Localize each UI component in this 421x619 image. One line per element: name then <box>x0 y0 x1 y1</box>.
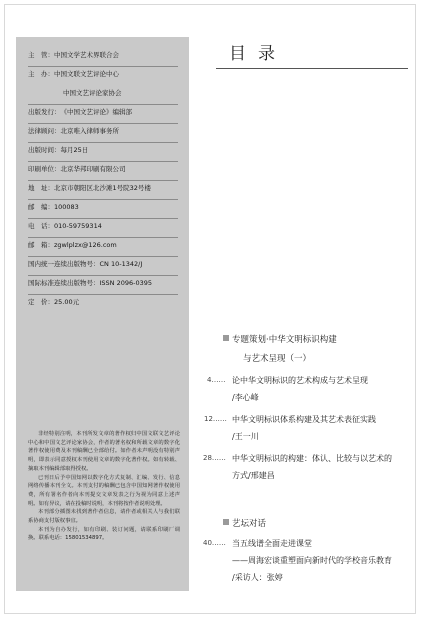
info-row-phone: 电 话：010-59759314 <box>28 222 102 230</box>
toc-entry-author: /李心峰 <box>232 393 259 402</box>
info-value: 25.00元 <box>54 298 80 306</box>
info-row-email: 邮 箱：zgwlplzx@126.com <box>28 241 117 249</box>
toc-page-number: 28…… <box>203 454 226 462</box>
info-value: zgwlplzx@126.com <box>54 241 117 249</box>
info-row-cosponsor <box>63 89 122 97</box>
divider <box>28 142 178 143</box>
toc-entry-title: 中华文明标识的构建：体认、比较与以艺术的 <box>232 454 392 463</box>
info-row-legal-counsel: 法律顾问：北京唯入律师事务所 <box>28 127 119 135</box>
info-row-publish-time: 出版时间：每月25日 <box>28 146 89 154</box>
toc-entry-author: /王一川 <box>232 432 259 441</box>
info-value: 中国文艺评论家协会 <box>63 89 122 97</box>
info-value: CN 10-1342/J <box>99 260 143 268</box>
info-label: 国内统一连续出版物号 <box>28 260 93 268</box>
notice-paragraph: 非经特别注明，本刊所发文章的著作权归中国文联文艺评论中心和中国文艺评论家协会，作者的著名权和所载文章的数字化著作权使用费及本刊稿酬已全部给付。如作者未声明没有特别声明，即表示同意授权本刊使用文章的数字化著作权。如有转载、摘取本刊编辑部取得授权。 <box>28 431 180 472</box>
divider <box>28 161 178 162</box>
section-heading-line: 专题策划·中华文明标识构建 <box>232 335 337 345</box>
toc-title: 目录 <box>229 44 287 64</box>
divider <box>28 66 178 67</box>
section-heading-line: 艺坛对话 <box>232 519 267 529</box>
info-value: 100083 <box>54 203 79 211</box>
info-label: 定 价 <box>28 298 48 306</box>
info-label: 邮 编 <box>28 203 48 211</box>
toc-page-number: 12…… <box>204 415 227 423</box>
info-label: 出版时间 <box>28 146 54 154</box>
info-row-price: 定 价：25.00元 <box>28 298 80 306</box>
info-row-address: 地 址：北京市朝阳区北沙滩1号院32号楼 <box>28 184 151 192</box>
divider <box>28 199 178 200</box>
toc-entry-author: 方式/邢建昌 <box>232 471 275 480</box>
info-value: 010-59759314 <box>54 222 102 230</box>
toc-entry-title: 中华文明标识体系构建及其艺术表征实践 <box>232 415 376 424</box>
info-value: 中国文学艺术界联合会 <box>54 51 119 59</box>
section-heading-line: 与艺术呈现（一） <box>243 354 312 364</box>
info-row-postcode: 邮 编：100083 <box>28 203 79 211</box>
info-label: 国际标准连续出版物号 <box>28 279 93 287</box>
toc-entry[interactable] <box>232 535 392 586</box>
info-row-publisher: 出版发行：《中国文艺评论》编辑部 <box>28 108 132 116</box>
divider <box>28 237 178 238</box>
info-label: 法律顾问 <box>28 127 54 135</box>
toc-entry-author: /采访人：张婷 <box>232 573 283 582</box>
info-label: 地 址 <box>28 184 48 192</box>
info-value: 北京华邦印刷有限公司 <box>60 165 126 173</box>
info-label: 主 办 <box>28 70 48 78</box>
copyright-notice <box>28 430 180 543</box>
divider <box>28 275 178 276</box>
info-row-issn: 国际标准连续出版物号：ISSN 2096-0395 <box>28 279 153 287</box>
info-label: 电 话 <box>28 222 48 230</box>
toc-entry[interactable] <box>232 411 376 445</box>
toc-entry-subtitle: ——周海宏谈重塑面向新时代的学校音乐教育 <box>232 556 392 565</box>
info-label: 出版发行 <box>28 108 54 116</box>
info-value: 中国文联文艺评论中心 <box>54 70 119 78</box>
notice-paragraph: 本刊部分插图未找到著作者信息，请作者或相关人与我们联系协商支付版权事宜。 <box>28 509 180 525</box>
toc-page-number: 4…… <box>207 376 226 384</box>
info-value: 每月25日 <box>60 146 89 154</box>
info-row-supervisor: 主 管：中国文学艺术界联合会 <box>28 51 119 59</box>
masthead-panel <box>16 37 189 591</box>
section-marker-icon <box>223 519 229 525</box>
notice-paragraph: 本刊为自办发行，如有印刷、装订问题，请联系印刷厂调换。联系电话：15801534897。 <box>28 526 180 542</box>
info-value: 北京市朝阳区北沙滩1号院32号楼 <box>54 184 151 192</box>
toc-entry-title: 当五线谱全面走进课堂 <box>232 539 312 548</box>
toc-entry[interactable] <box>232 450 392 484</box>
info-value: 《中国文艺评论》编辑部 <box>60 108 132 116</box>
info-value: ISSN 2096-0395 <box>99 279 153 287</box>
divider <box>28 256 178 257</box>
toc-entry[interactable] <box>232 372 368 406</box>
info-label: 邮 箱 <box>28 241 48 249</box>
divider <box>28 218 178 219</box>
toc-title-rule <box>216 68 408 69</box>
info-row-sponsor: 主 办：中国文联文艺评论中心 <box>28 70 119 78</box>
info-row-cn-number: 国内统一连续出版物号：CN 10-1342/J <box>28 260 143 268</box>
toc-entry-title: 论中华文明标识的艺术构成与艺术呈现 <box>232 376 368 385</box>
toc-page-number: 40…… <box>203 539 226 547</box>
divider <box>28 104 178 105</box>
section-heading-art-dialogue <box>232 517 266 529</box>
notice-paragraph: 已刊日后予中国知网以数字化方式复制、汇编、发行、信息网络传播本刊全文。本刊支付的稿酬已包含中国知网著作权使用费，所有署名作者向本刊提交文章发表之行为视为同意上述声明。如有异议，请在投稿时说明，本刊将按作者说明处理。 <box>28 474 180 507</box>
info-value: 北京唯入律师事务所 <box>60 127 119 135</box>
divider <box>28 294 178 295</box>
info-row-printer: 印刷单位：北京华邦印刷有限公司 <box>28 165 126 173</box>
section-heading-special-topic <box>232 333 337 364</box>
section-marker-icon <box>223 335 229 341</box>
divider <box>28 180 178 181</box>
info-label: 主 管 <box>28 51 48 59</box>
info-label: 印刷单位 <box>28 165 54 173</box>
divider <box>28 123 178 124</box>
